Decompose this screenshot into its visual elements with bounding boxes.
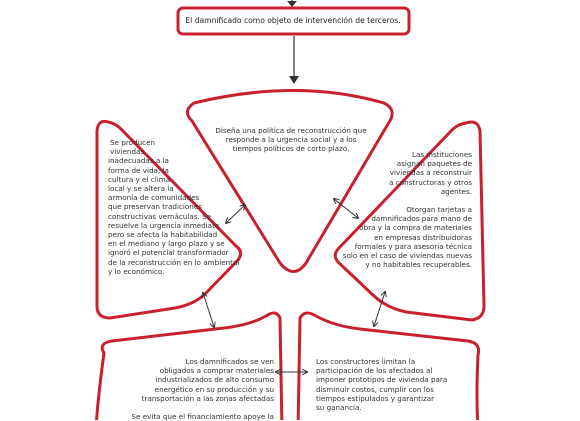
right-pentagon-line: agentes.	[440, 186, 472, 196]
bottom-right-line: imponer prototipos de vivienda para	[316, 375, 448, 385]
bottom-left-text	[110, 357, 274, 421]
connector-left-bottom	[203, 293, 214, 327]
bottom-left-line: energético en su producción y su	[154, 384, 274, 394]
bottom-left-line: Se evita que el financiamiento apoye la	[131, 412, 274, 421]
left-pentagon-line: ignoró el potencial transformador	[108, 248, 229, 258]
left-pentagon-line: armonía de comunidades	[108, 193, 200, 203]
entry-arrowhead-top	[287, 1, 297, 7]
right-pentagon-line: Las instituciones	[412, 150, 472, 159]
left-pentagon-line: que preservan tradiciones	[108, 202, 203, 212]
bottom-left-line: obligados a comprar materiales	[159, 366, 274, 376]
bottom-right-line: participación de los afectados al	[316, 366, 433, 376]
left-pentagon-line: Se producen	[110, 138, 156, 147]
right-pentagon-line: formales y para asesoría técnica	[354, 241, 472, 251]
right-pentagon-line: solo en el caso de viviendas nuevas	[342, 251, 472, 261]
right-pentagon-line: Otorgan tarjetas a	[406, 205, 472, 215]
left-pentagon-line: local y se altera la	[108, 184, 174, 194]
bottom-left-line: industrializados de alto consumo	[155, 375, 274, 385]
bottom-right-line: disminuir costos, cumplir con los	[316, 384, 434, 394]
left-pentagon-line: y lo económico.	[108, 266, 165, 276]
left-pentagon-line: en el mediano y largo plazo y se	[108, 239, 225, 249]
right-pentagon-line: damnificados para mano de	[371, 214, 472, 224]
right-pentagon-line: asignan paquetes de	[396, 159, 472, 169]
top-triangle-line: tiempos políticos de corto plazo.	[232, 144, 350, 154]
right-pentagon-line: obra y la compra de materiales	[359, 223, 472, 233]
left-pentagon-line: pero se afecta la habitabilidad	[108, 230, 218, 240]
left-pentagon-line: de la reconstrucción en lo ambiental	[108, 257, 240, 267]
left-pentagon-text	[108, 138, 258, 276]
left-pentagon-line: constructivas vernáculas. Se	[108, 211, 212, 221]
bottom-right-line: Los constructores limitan la	[316, 357, 416, 366]
left-pentagon-line: cultura y el clima	[108, 174, 171, 184]
right-pentagon-text	[318, 150, 472, 269]
bottom-right-line: su ganancia.	[316, 403, 362, 413]
right-pentagon-line: a constructoras y otros	[389, 177, 472, 187]
right-pentagon-line: viviendas a reconstruir	[389, 168, 472, 178]
top-triangle-line: responde a la urgencia social y a los	[225, 135, 357, 145]
left-pentagon-line: inadecuadas a la	[108, 156, 169, 166]
bottom-right-text	[316, 357, 476, 412]
top-triangle-line: Diseña una política de reconstrucción que	[215, 126, 367, 135]
left-pentagon-line: resuelve la urgencia inmediata	[108, 220, 220, 230]
bottom-left-line: transportación a las zonas afectadas	[141, 393, 274, 403]
left-pentagon-line: viviendas	[110, 147, 145, 157]
right-pentagon-line: y no habitables recuperables.	[365, 260, 472, 270]
bottom-right-line: tiempos estipulados y garantizar	[316, 393, 435, 403]
left-pentagon-line: forma de vida, la	[108, 165, 169, 175]
right-pentagon-line: en empresas distribuidoras	[374, 232, 472, 242]
bottom-left-line: Los damnificados se ven	[185, 357, 274, 366]
box-to-triangle-arrowhead	[289, 76, 299, 84]
top-box-label: El damnificado como objeto de intervención de terceros.	[185, 15, 401, 25]
